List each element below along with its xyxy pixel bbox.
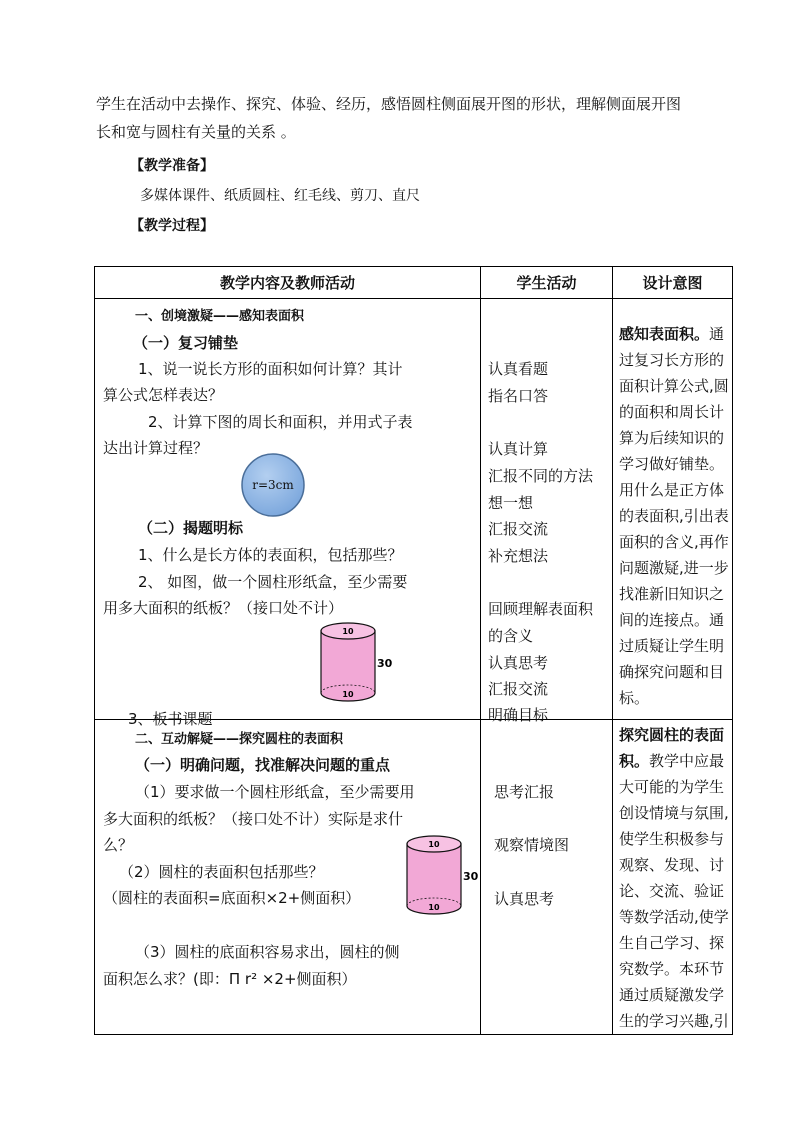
row1-student-9: 的含义 xyxy=(488,627,534,645)
cylinder-height-label: 30 xyxy=(377,657,393,670)
row1-intent-text: 通过复习长方形的面积计算公式,圆的面积和周长计算为后续知识的学习做好铺垫。用什么是正方体的表面积,引出表面积的含义,再作问题激疑,进一步找准新旧知识之间的连接点。通过质疑让学生明确探究问题和目标。 xyxy=(619,325,729,707)
row1-student-10: 认真思考 xyxy=(488,654,549,672)
cylinder-top-label: 10 xyxy=(342,627,354,636)
row2-q1c: 么？ xyxy=(103,836,134,854)
header-student: 学生活动 xyxy=(481,267,613,299)
cylinder-figure-1 xyxy=(317,619,393,705)
cylinder-bottom-label: 10 xyxy=(428,903,440,912)
row1-sub1: （一）复习铺垫 xyxy=(133,334,239,352)
cylinder-figure-2 xyxy=(403,832,481,918)
row1-student-12: 明确目标 xyxy=(488,706,549,724)
header-intent: 设计意图 xyxy=(613,267,733,299)
row1-q3: 1、什么是长方体的表面积，包括那些？ xyxy=(138,546,403,564)
row1-student-6: 汇报交流 xyxy=(488,520,549,538)
row2-q1b: 多大面积的纸板？（接口处不计）实际是求什 xyxy=(103,810,404,828)
row2-content xyxy=(95,720,480,1034)
cylinder-top-label: 10 xyxy=(428,840,440,849)
row2-intent xyxy=(613,720,732,1034)
row1-q4a: 2、 如图，做一个圆柱形纸盒，至少需要 xyxy=(138,573,408,591)
process-heading: 【教学过程】 xyxy=(130,218,214,234)
row1-student-7: 补充想法 xyxy=(488,547,549,565)
prep-text: 多媒体课件、纸质圆柱、红毛线、剪刀、直尺 xyxy=(140,188,420,204)
row1-q4b: 用多大面积的纸板？（接口处不计） xyxy=(103,599,344,617)
header-content: 教学内容及教师活动 xyxy=(95,267,481,299)
cylinder-height-label: 30 xyxy=(463,870,479,883)
lesson-table xyxy=(94,266,733,1035)
row1-sub2: （二）揭题明标 xyxy=(138,519,244,537)
row1-q2b: 达出计算过程？ xyxy=(103,439,209,457)
table-row xyxy=(95,720,733,1035)
row2-student-1: 思考汇报 xyxy=(494,783,555,801)
row2-q2b: （圆柱的表面积=底面积×2+侧面积） xyxy=(103,889,361,907)
row2-q3a: （3）圆柱的底面积容易求出，圆柱的侧 xyxy=(135,943,400,961)
row2-q2a: （2）圆柱的表面积包括那些？ xyxy=(119,863,324,881)
circle-figure xyxy=(239,451,307,519)
row1-student-4: 汇报不同的方法 xyxy=(488,467,594,485)
circle-label: r=3cm xyxy=(252,478,294,492)
row1-student-1: 认真看题 xyxy=(488,360,549,378)
row1-student-11: 汇报交流 xyxy=(488,680,549,698)
row2-student-3: 认真思考 xyxy=(494,890,555,908)
row2-q3b: 面积怎么求？(即：Π r² ×2+侧面积） xyxy=(103,970,357,988)
row2-q1a: （1）要求做一个圆柱形纸盒，至少需要用 xyxy=(135,783,415,801)
prep-heading: 【教学准备】 xyxy=(130,158,214,174)
row1-content xyxy=(95,299,480,728)
row2-title: 二、互动解疑——探究圆柱的表面积 xyxy=(135,732,344,747)
table-header-row xyxy=(95,267,733,299)
intro-paragraph xyxy=(96,90,736,146)
row1-student-8: 回顾理解表面积 xyxy=(488,600,594,618)
row1-student-2: 指名口答 xyxy=(488,387,549,405)
row1-title: 一、创境激疑——感知表面积 xyxy=(135,309,305,324)
row2-sub1: （一）明确问题，找准解决问题的重点 xyxy=(135,756,391,774)
intro-line-1: 学生在活动中去操作、探究、体验、经历，感悟圆柱侧面展开图的形状，理解侧面展开图 xyxy=(96,95,682,113)
row1-q1a: 1、说一说长方形的面积如何计算？其计 xyxy=(138,360,403,378)
row1-student-5: 想一想 xyxy=(488,494,534,512)
row1-q1b: 算公式怎样表达？ xyxy=(103,386,224,404)
row1-intent xyxy=(613,299,732,711)
row2-intent-text: 教学中应最大可能的为学生创设情境与氛围,使学生积极参与观察、发现、讨论、交流、验证等数学活动,使学生自己学习、探究数学。本环节通过质疑激发学生的学习兴趣,引 xyxy=(619,752,729,1030)
row2-student xyxy=(481,720,612,1034)
row2-student-2: 观察情境图 xyxy=(494,836,570,854)
cylinder-bottom-label: 10 xyxy=(342,690,354,699)
row2-intent-heading: 探究圆柱的表面积。 xyxy=(619,726,725,770)
row1-q2a: 2、计算下图的周长和面积，并用式子表 xyxy=(148,413,413,431)
row1-intent-heading: 感知表面积。 xyxy=(619,325,710,343)
row1-student xyxy=(481,299,612,724)
intro-line-2: 长和宽与圆柱有关量的关系 。 xyxy=(96,123,296,141)
row1-student-3: 认真计算 xyxy=(488,440,549,458)
row1-q5: 3、板书课题 xyxy=(128,710,213,728)
table-row xyxy=(95,299,733,720)
